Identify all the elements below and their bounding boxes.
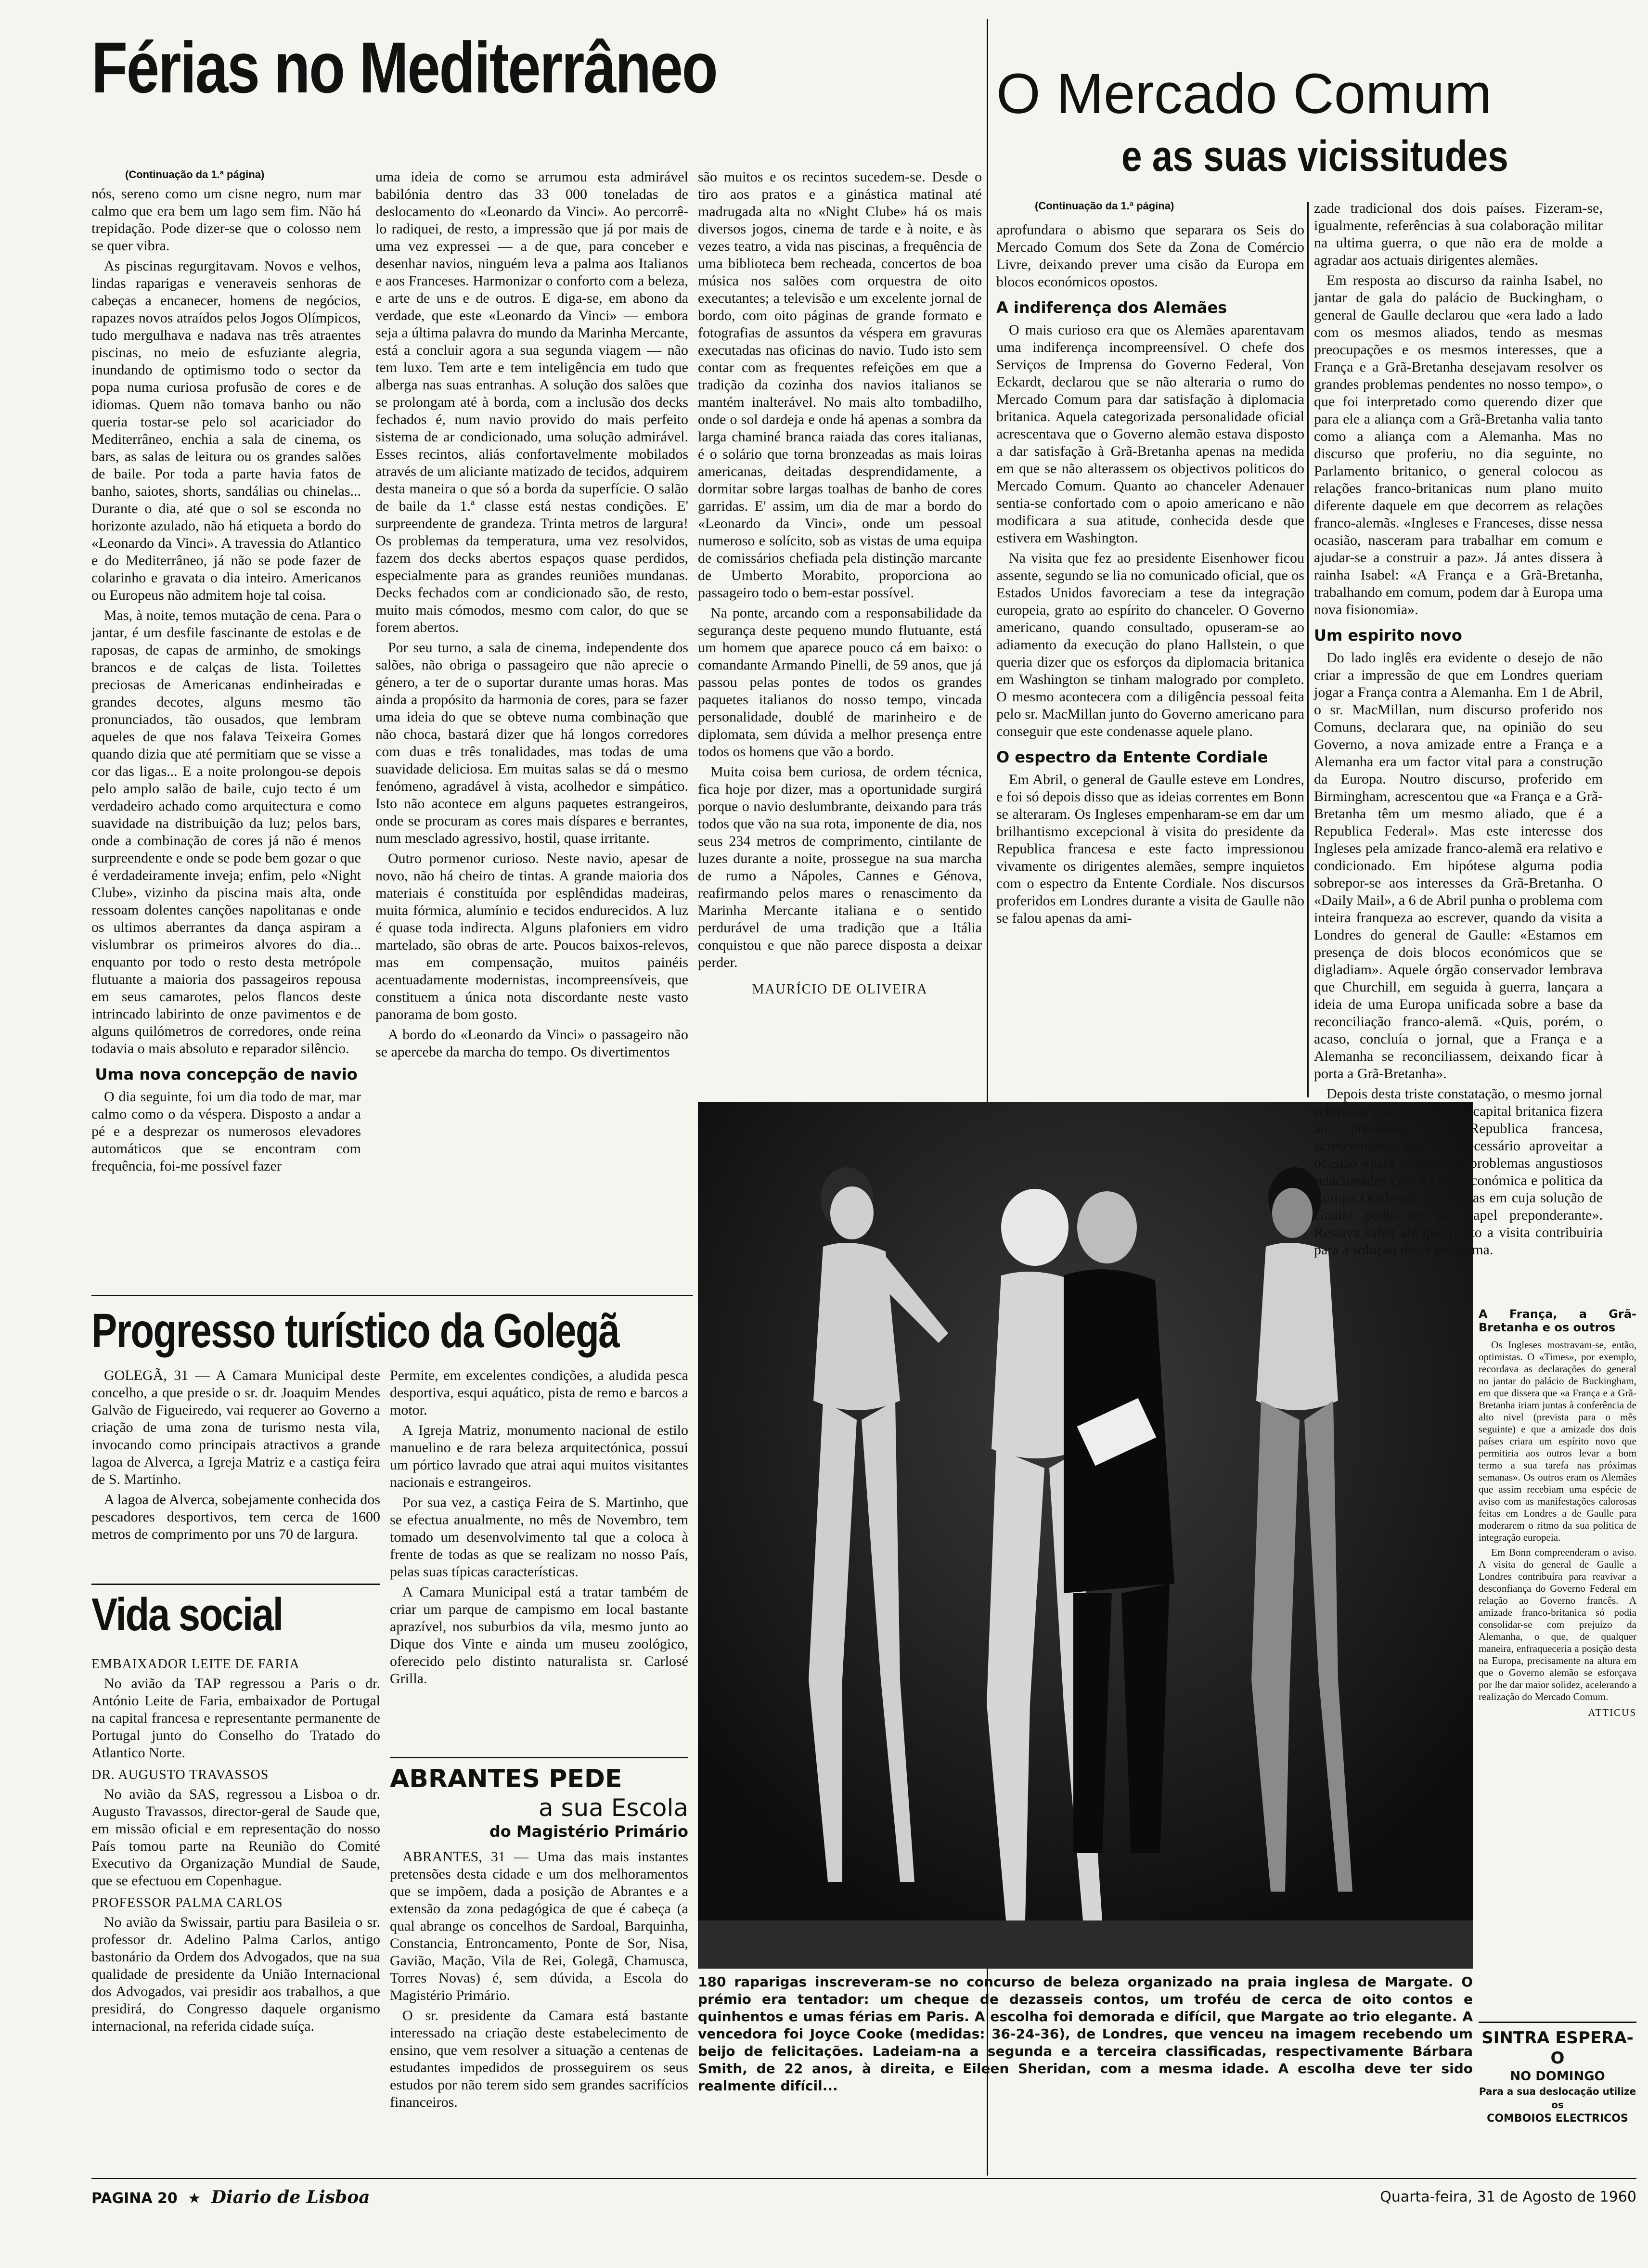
paragraph: GOLEGÃ, 31 — A Camara Municipal deste concelho, a que preside o sr. dr. Joaquim Mendes Galvão de Figueiredo, vai requerer ao Governo a criação de uma zona de turismo nesta vila, invocando como principais atractivos a grande lagoa de Alverca, a Igreja Matriz e a castiça feira de S. Martinho.: [91, 1367, 380, 1487]
paragraph: O sr. presidente da Camara está bastante interessado na criação deste estabelecimento de ensino, que vem resolver a situação a centenas de estudantes impedidos de prosseguirem os seus estudos por não terem sido sem grandes sacrifícios financeiros.: [390, 2008, 688, 2110]
abrantes-title: ABRANTES PEDE: [390, 1765, 622, 1793]
footer-rule: [91, 2178, 1636, 2179]
paragraph: Depois desta triste constatação, o mesmo jornal referia-se à recepção que a capital britanica fizera ao presidente da Republica francesa, acrescentando que era necessário aproveitar a ocasião «para resolver os problemas angustiosos relacionados com a cisão económica e politica da Europa Ocidental, problemas em cuja solução de Gaulle podia ter um papel preponderante». Restava saber até que ponto a visita contribuiria para a solução desse problema.: [1314, 1086, 1603, 1258]
paragraph: Mas, à noite, temos mutação de cena. Para o jantar, é um desfile fascinante de estolas e de raposas, de capas de arminho, de smokings brancos e de calças de lista. Toilettes preciosas de Americanas endinheiradas e grandes decotes, alguns mesmo tão pronunciados, tão ousados, que lembram aqueles de que nos falava Teixeira Gomes quando dizia que até permitiam que se visse a cor das ligas... E a noite prolongou-se depois pelo amplo salão de baile, cujo tecto é um verdadeiro achado como arquitectura e como suavidade na distribuição da luz; pelos bars, onde a combinação de cores já não é menos surpreendente e onde se pode bem gozar o que é verdadeiramente inveja; enfim, pelo «Night Clube», vizinho da piscina mais alta, onde ressoam dolentes canções napolitanas e onde os ultimos aberrantes da dança aspiram a vislumbrar os primeiros alvores do dia... enquanto por todo o resto desta metrópole flutuante a maioria dos passageiros repousa em seus camarotes, pelos flancos deste intrincado labirinto de onze pavimentos e de alguns quilómetros de corredores, onde reina todavia o mais absoluto e reparador silêncio.: [91, 607, 361, 1057]
mercado-column-2: [1314, 200, 1603, 1262]
paragraph: Por sua vez, a castiça Feira de S. Martinho, que se efectua anualmente, no mês de Novembro, tem tomado um desenvolvimento tal que a coloca à frente de todas as que se realizam no nosso País, pelas suas típicas características.: [390, 1495, 688, 1580]
ferias-column-3: [698, 168, 982, 998]
mercado-subheading: Um espirito novo: [1314, 626, 1462, 644]
mercado-subheading: A França, a Grã-Bretanha e os outros: [1479, 1307, 1636, 1334]
paragraph: são muitos e os recintos sucedem-se. Desde o tiro aos pratos e a ginástica matinal até madrugada alta no «Night Clube» há os mais diversos jogos, cinema de tarde e à noite, e às vezes teatro, a vida nas piscinas, a frequência de uma biblioteca bem recheada, concertos de boa música nos salões com orquestra de oito executantes; a televisão e um excelente jornal de bordo, com oito páginas de grande formato e fotografias de assuntos da véspera em gravuras executadas nas oficinas do navio. Tudo isto sem contar com as frequentes refeições em que a tradição da cozinha dos navios italianos se mantém inalterável. No mais alto tombadilho, onde o sol dardeja e onde há apenas a sombra da larga chaminé branca raiada das cores italianas, é o solário que torna bronzeadas as mais loiras americanas, deitadas desprendidamente, a dormitar sobre largas toalhas de banho de cores garridas. E' assim, um dia de mar a bordo do «Leonardo da Vinci», onde um pessoal numeroso e solícito, sob as vistas de uma equipa de comissários chefiada pela distinção marcante de Umberto Morabito, proporciona ao passageiro todo o bem-estar possível.: [698, 169, 982, 601]
paragraph: No avião da SAS, regressou a Lisboa o dr. Augusto Travassos, director-geral de Saude que, em missão oficial e em representação do nosso País tomou parte na Reunião do Comité Executivo da Organização Mundial de Saude, que se efectuou em Copenhague.: [91, 1786, 380, 1889]
paragraph: O dia seguinte, foi um dia todo de mar, mar calmo como o da véspera. Disposto a andar a pé e a desprezar os numerosos elevadores automáticos que se encontram com frequência, foi-me possível fazer: [91, 1089, 361, 1174]
paragraph: Os Ingleses mostravam-se, então, optimistas. O «Times», por exemplo, recordava as declarações do general no jantar do palácio de Buckingham, em que dissera que «a França e a Grã-Bretanha iriam juntas à conferência de alto nivel (prevista para o mês seguinte) e que a amizade dos dois países criara um espírito novo que permitiria aos outros levar a bom termo a sua tarefa nas próximas semanas». Os outros eram os Alemães que assim recebiam uma espécie de aviso com as manifestações calorosas feitas em Londres a de Gaulle para moderarem o ritmo da sua politica de integração europeia.: [1479, 1339, 1636, 1543]
paragraph: As piscinas regurgitavam. Novos e velhos, lindas raparigas e veneraveis senhoras de cabeças a encanecer, homens de negócios, rapazes novos atraídos pelos Jogos Olímpicos, tudo mergulhava e nadava nas três atraentes piscinas, no meio de esfuziante alegria, inundando de optimismo todo o sector da popa numa curiosa profusão de cores e de idiomas. Quem não tomava banho ou não queria tostar-se pelo sol acariciador do Mediterrâneo, enchia a sala de cinema, os bars, as salas de leitura ou os grandes salões de baile. Por toda a parte havia fatos de banho, saiotes, shorts, sandálias ou chinelas... Durante o dia, até que o sol se esconda no horizonte azulado, não há etiqueta a bordo do «Leonardo da Vinci». A travessia do Atlantico e do Mediterrâneo, já não se pode fazer de colarinho e gravata o dia inteiro. Americanos ou Europeus não admitem hoje tal coisa.: [91, 258, 361, 603]
mercado-subheading: O espectro da Entente Cordiale: [996, 748, 1268, 766]
section-rule: [390, 1757, 688, 1758]
ferias-continuation: (Continuação da 1.ª página): [125, 168, 265, 180]
paragraph: zade tradicional dos dois países. Fizeram-se, igualmente, referências à sua colaboração militar na ultima guerra, o que não era de molde a agradar aos actuais dirigentes alemães.: [1314, 200, 1603, 268]
ferias-title: Férias no Mediterrâneo: [91, 27, 717, 108]
vida-heading: DR. AUGUSTO TRAVASSOS: [91, 1767, 269, 1782]
vida-heading: EMBAIXADOR LEITE DE FARIA: [91, 1657, 300, 1672]
paragraph: Na visita que fez ao presidente Eisenhower ficou assente, segundo se lia no comunicado oficial, que os Estados Unidos favoreciam a tese da integração europeia, grato ao espírito do chanceler. O Governo americano, quando consultado, opuseram-se ao adiamento da execução do plano Hallstein, o que queria dizer que os esforços da diplomacia britanica em Washington se tinham malogrado por completo. O mesmo acontecera com a diligência pessoal feita pelo sr. MacMillan junto do Governo americano para conseguir que este condenasse aquele plano.: [996, 550, 1304, 739]
ferias-column-1: [91, 185, 361, 1178]
paragraph: Permite, em excelentes condições, a aludida pesca desportiva, esqui aquático, pista de remo e barcos a motor.: [390, 1367, 688, 1418]
section-rule: [91, 1295, 693, 1296]
section-rule: [91, 1584, 380, 1585]
paragraph: Em resposta ao discurso da rainha Isabel, no jantar de gala do palácio de Buckingham, o general de Gaulle declarou que «era lado a lado com os mesmos aliados, tendo as mesmas preocupações e os mesmos interesses, que a França e a Grã-Bretanha desejavam resolver os grandes problemas pendentes no nosso tempo», o que foi interpretado como querendo dizer que para ele a aliança com a Grã-Bretanha valia tanto como a aliança com a Alemanha. Mas no discurso que proferiu, no dia seguinte, no Parlamento britanico, o general colocou as relações franco-britanicas num plano muito diferente daquele em que decorrem as relações franco-alemãs. «Ingleses e Franceses, disse nessa ocasião, nasceram para trabalhar em comum e ajudar-se a construir a paz». Já antes dissera à rainha Isabel: «A França e a Grã-Bretanha, trabalhando em comum, podem dar à Europa uma nova fisionomia».: [1314, 272, 1603, 618]
ferias-subheading: Uma nova concepção de navio: [95, 1065, 358, 1083]
vida-social-title: Vida social: [91, 1589, 283, 1640]
sintra-title: SINTRA ESPERA-O: [1481, 2028, 1634, 2068]
paragraph: A lagoa de Alverca, sobejamente conhecida dos pescadores desportivos, tem cerca de 1600 metros de comprimento por uns 70 de largura.: [91, 1492, 380, 1542]
mercado-title-1: O Mercado Comum: [996, 62, 1492, 126]
footer: [91, 2183, 1636, 2212]
paragraph: No avião da Swissair, partiu para Basileia o sr. professor dr. Adelino Palma Carlos, antigo bastonário da Ordem dos Advogados, que na sua qualidade de presidente da União Internacional dos Advogados, vai presidir aos trabalhos, a que presidirá, do Congresso daquele organismo internacional, na referida cidade suíça.: [91, 1914, 380, 2034]
paragraph: Em Bonn compreenderam o aviso. A visita do general de Gaulle a Londres contribuíra para reavivar a desconfiança do Governo Federal em relação ao Governo francês. A amizade franco-britanica só podia consolidar-se com prejuízo da Alemanha, o que, de qualquer maneira, enfraqueceria a posição desta na Europa, precisamente na altura em que o Governo alemão se esforçava por lhe dar maior solidez, acelerando a realização do Mercado Comum.: [1479, 1546, 1636, 1702]
sintra-ad: [1479, 2022, 1636, 2126]
footer-date: Quarta-feira, 31 de Agosto de 1960: [1380, 2189, 1636, 2205]
paragraph: Do lado inglês era evidente o desejo de não criar a impressão de que em Londres queriam jogar a França contra a Alemanha. Em 1 de Abril, o sr. MacMillan, num discurso proferido nos Comuns, declarara que, na opinião do seu Governo, a nova amizade entre a França e a Alemanha era um factor vital para a construção da Europa. Noutro discurso, proferido em Birmingham, acrescentou que «a França e a Grã-Bretanha têm um mesmo aliado, que é a Republica Federal». Mas este interesse dos Ingleses pela amizade franco-alemã era relativo e condicionado. Em hipótese alguma podia sobrepor-se aos interesses da Grã-Bretanha. O «Daily Mail», a 6 de Abril punha o problema com inteira franqueza ao escrever, quando da visita a Londres do general de Gaulle: «Estamos em presença de dois blocos económicos que se digladiam». Aquele órgão conservador lembrava que Churchill, em seguida à guerra, lançara a ideia de uma Europa unificada sobre a base da reconciliação franco-alemã. «Quis, porém, o acaso, concluía o jornal, que a França e a Alemanha se reconciliassem, deixando ficar à porta a Grã-Bretanha».: [1314, 650, 1603, 1082]
abrantes-subtitle: a sua Escola: [538, 1794, 688, 1822]
paragraph: Por seu turno, a sala de cinema, independente dos salões, não obriga o passageiro que não aprecie o género, a ter de o suportar durante umas horas. Mas ainda a propósito da harmonia de cores, para se fazer uma ideia do que se obteve numa combinação que não choca, bastará dizer que há longos corredores com duas e três tonalidades, mas todas de uma suavidade deliciosa. Em muitas salas se dá o mesmo fenómeno, agradável à vista, acolhedor e simpático. Isto não acontece em alguns paquetes estrangeiros, onde se procuram as cores mais díspares e berrantes, num mesclado agressivo, hostil, quase irritante.: [375, 640, 688, 846]
star-icon: ★: [188, 2190, 201, 2207]
mercado-column-1: [996, 221, 1304, 930]
mercado-final-strip: [1479, 1300, 1636, 1719]
mercado-continuation: (Continuação da 1.ª página): [1035, 200, 1174, 212]
paragraph: Em Abril, o general de Gaulle esteve em Londres, e foi só depois disso que as ideias correntes em Bonn se alteraram. Os Ingleses empenharam-se em dar um brilhantismo excepcional à visita do presidente da Republica francesa e este facto impressionou vivamente os dirigentes alemães, sempre inquietos com o espectro da Entente Cordiale. Nos discursos proferidos em Londres durante a visita de Gaulle não se falou apenas da ami-: [996, 772, 1304, 926]
abrantes-header: [390, 1764, 688, 1841]
sintra-body: Para a sua deslocação utilize os: [1479, 2086, 1636, 2111]
paragraph: uma ideia de como se arrumou esta admirável babilónia dentro das 33 000 toneladas de deslocamento do «Leonardo da Vinci». Ao percorrê-lo radiquei, de resto, a impressão que já por mais de uma vez expressei — a de que, para conceber e desenhar navios, ninguém leva a palma aos Italianos e aos Franceses. Harmonizar o conforto com a beleza, e arte de uns e de outros. E diga-se, em abono da verdade, que este «Leonardo da Vinci» — embora seja a última palavra do mundo da Marinha Mercante, está a concluir agora a sua segunda viagem — não tem luxo. Tem arte e tem inteligência em tudo que alberga nas suas entranhas. A solução dos salões que se prolongam até à borda, com a inclusão dos decks fechados é, num navio provido do mais perfeito sistema de ar condicionado, uma solução admirável. Esses recintos, aliás confortavelmente mobilados através de um aliciante matizado de tecidos, adquirem desta maneira o que só a borda da superfície. O salão de baile da 1.ª classe está nestas condições. E' surpreendente de grandeza. Trinta metros de largura! Os problemas da temperatura, uma vez resolvidos, fazem dos decks abertos espaços quase perdidos, especialmente para as grandes reuniões mundanas. Decks fechados com ar condicionado são, de resto, muito mais cómodos, mesmo com calor, do que se forem abertos.: [375, 169, 688, 635]
paragraph: Na ponte, arcando com a responsabilidade da segurança deste pequeno mundo flutuante, está um homem que aparece pouco cá em baixo: o comandante Armando Pinelli, de 59 anos, que já passou pelas pontes de todos os grandes paquetes italianos do nosso tempo, vincada personalidade, doublé de marinheiro e de diplomata, sem dúvida a melhor presença entre todos os homens que vão a bordo.: [698, 605, 982, 760]
paragraph: ABRANTES, 31 — Uma das mais instantes pretensões desta cidade e um dos melhoramentos que se impõem, dada a posição de Abrantes e a extensão da zona pedagógica de que é cabeça (a qual abrange os concelhos de Sardoal, Barquinha, Constancia, Entroncamento, Ponte de Sor, Nisa, Gavião, Mação, Vila de Rei, Golegã, Chamusca, Torres Novas) é, sem dúvida, a Escola do Magistério Primário.: [390, 1849, 688, 2003]
paragraph: nós, sereno como um cisne negro, num mar calmo que era bem um lago sem fim. Não há trepidação. Pode dizer-se que o colosso nem se quer vibra.: [91, 186, 361, 254]
abrantes-body: [390, 1848, 688, 2114]
paragraph: Muita coisa bem curiosa, de ordem técnica, fica hoje por dizer, mas a oportunidade surgirá porque o navio deslumbrante, deixando para trás todos que vão na sua rota, imponente de dia, nos seus 234 metros de comprimento, cintilante de luzes durante a noite, prossegue na sua marcha de rumo a Nápoles, Cannes e Génova, reafirmando pelos mares o renascimento da Marinha Mercante italiana e o sentido perdurável de uma tradição que a Itália conquistou e que não parece disposta a deixar perder.: [698, 764, 982, 970]
photo-caption: 180 raparigas inscreveram-se no concurso de beleza organizado na praia inglesa de Margate. O prémio era tentador: um cheque de dezasseis contos, um troféu de cerca de oito contos e quinhentos e umas férias em Paris. A escolha foi demorada e difícil, que Margate ao trio elegante. A vencedora foi Joyce Cooke (medidas: 36-24-36), de Londres, que venceu na imagem recebendo um beijo de felicitações. Ladeiam-na a segunda e a terceira classificadas, respectivamente Bárbara Smith, de 22 anos, à direita, e Eileen Sheridan, com a mesma idade. A escolha deve ter sido realmente difícil...: [698, 1974, 1473, 2094]
paragraph: A Igreja Matriz, monumento nacional de estilo manuelino e de rara beleza arquitectónica, possui um pórtico lavrado que atrai aqui muitos visitantes nacionais e estrangeiros.: [390, 1422, 688, 1490]
sintra-bottom: COMBOIOS ELECTRICOS: [1487, 2113, 1628, 2125]
golega-column-2: [390, 1367, 688, 1690]
paragraph: O mais curioso era que os Alemães aparentavam uma indiferença incompreensível. O chefe dos Serviços de Imprensa do Governo Federal, Von Eckardt, declarou que se não alteraria o rumo do Mercado Comum para dar satisfação à diplomacia britanica. Aquela categorizada personalidade oficial acrescentava que o Governo alemão estava disposto a dar satisfação à Grã-Bretanha apenas na medida em que se não alterassem os objectivos politicos do Mercado Comum. Quanto ao chanceler Adenauer sentia-se confortado com o apoio americano e não modificara a sua atitude, conhecida desde que estivera em Washington.: [996, 322, 1304, 546]
column-rule: [1307, 202, 1309, 1097]
abrantes-subtitle-2: do Magistério Primário: [489, 1822, 688, 1841]
paragraph: A Camara Municipal está a tratar também de criar um parque de campismo em local bastante aprazível, nos suburbios da vila, mesmo junto ao Dique dos Vinte e ainda um museu zoológico, oferecido pelo distinto naturalista sr. Carlosé Grilla.: [390, 1584, 688, 1687]
footer-page: PAGINA 20: [91, 2190, 178, 2207]
mercado-subheading: A indiferença dos Alemães: [996, 298, 1227, 317]
paragraph: A bordo do «Leonardo da Vinci» o passageiro não se apercebe da marcha do tempo. Os divertimentos: [375, 1027, 688, 1060]
vida-heading: PROFESSOR PALMA CARLOS: [91, 1895, 283, 1910]
golega-title: Progresso turístico da Golegã: [91, 1304, 619, 1358]
paragraph: No avião da TAP regressou a Paris o dr. António Leite de Faria, embaixador de Portugal na capital francesa e representante permanente de Portugal junto do Conselho do Tratado do Atlantico Norte.: [91, 1675, 380, 1761]
sintra-subtitle: NO DOMINGO: [1510, 2069, 1605, 2084]
golega-column-1: [91, 1367, 380, 1546]
ferias-column-2: [375, 168, 688, 1064]
paragraph: aprofundara o abismo que separara os Seis do Mercado Comum dos Sete da Zona de Comércio Livre, deixando prever uma cisão da Europa em blocos económicos opostos.: [996, 222, 1304, 290]
mercado-title-2: e as suas vicissitudes: [1121, 132, 1508, 180]
paragraph: Outro pormenor curioso. Neste navio, apesar de novo, não há cheiro de tintas. A grande maioria dos materiais é constituída por esplêndidas madeiras, muita fórmica, alumínio e tecidos endurecidos. A luz é quase toda indirecta. Alguns plafoniers em vidro martelado, são obras de arte. Poucos baixos-relevos, mas em compensação, muitos painéis acentuadamente modernistas, incompreensíveis, que constituem a única nota discordante neste vasto panorama de bom gosto.: [375, 850, 688, 1022]
ferias-author: MAURÍCIO DE OLIVEIRA: [752, 982, 928, 997]
vida-social-body: [91, 1651, 380, 2038]
mercado-author: ATTICUS: [1588, 1707, 1636, 1718]
footer-paper: Diario de Lisboa: [211, 2187, 370, 2207]
